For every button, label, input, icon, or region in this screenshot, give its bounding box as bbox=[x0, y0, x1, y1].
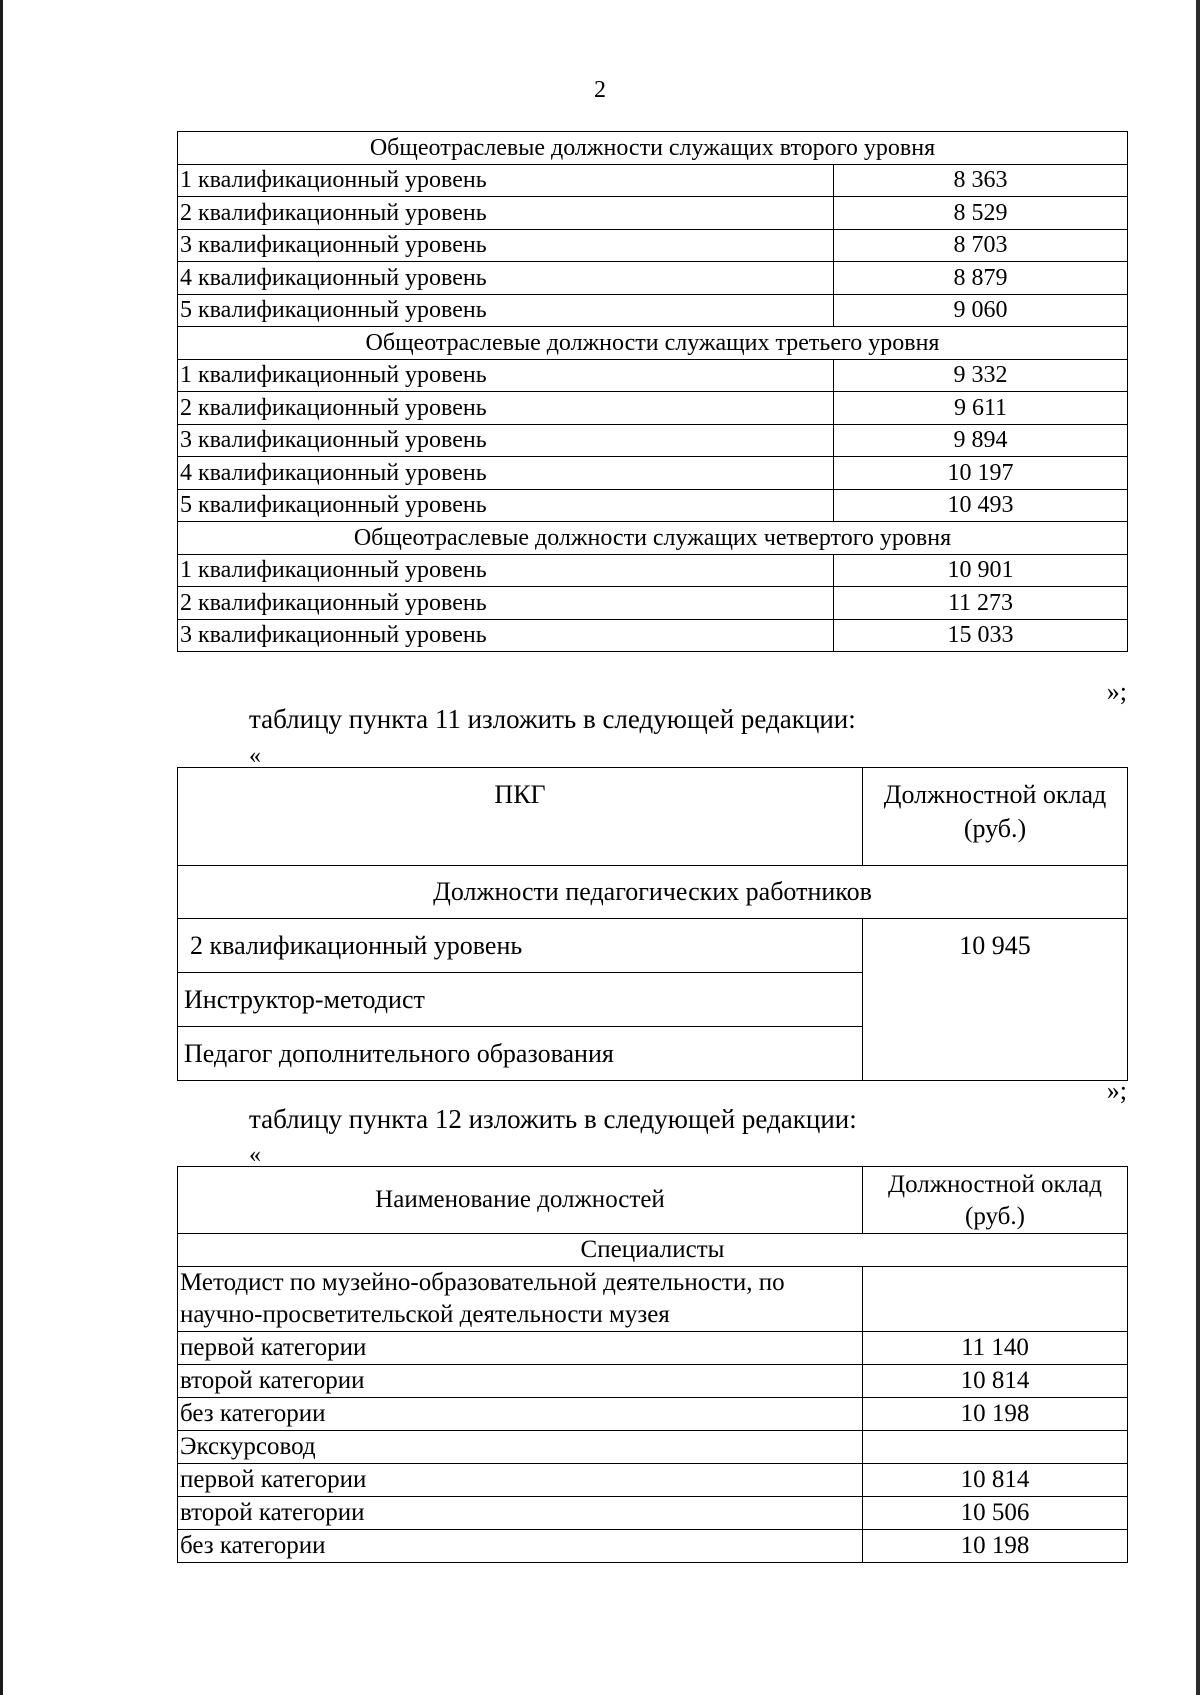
salary-cell: 9 060 bbox=[834, 294, 1128, 327]
empty-salary-cell bbox=[863, 1267, 1128, 1332]
header-salary: Должностной оклад (руб.) bbox=[863, 768, 1128, 866]
category-cell: первой категории bbox=[178, 1464, 863, 1497]
table-row bbox=[178, 457, 1128, 490]
table-row bbox=[178, 1332, 1128, 1365]
salary-cell: 8 529 bbox=[834, 197, 1128, 230]
level-cell: 3 квалификационный уровень bbox=[178, 229, 834, 262]
category-cell: второй категории bbox=[178, 1365, 863, 1398]
pedagogical-table bbox=[177, 767, 1128, 1081]
page-number: 2 bbox=[594, 77, 606, 103]
salary-cell: 10 197 bbox=[834, 457, 1128, 490]
header-positions: Наименование должностей bbox=[178, 1167, 863, 1234]
section-title: Общеотраслевые должности служащих третьего уровня bbox=[178, 327, 1128, 360]
table-row bbox=[178, 1497, 1128, 1530]
table-row bbox=[178, 1530, 1128, 1563]
specialists-table bbox=[177, 1166, 1128, 1563]
table-row bbox=[178, 392, 1128, 425]
category-cell: второй категории bbox=[178, 1497, 863, 1530]
salary-cell: 10 945 bbox=[863, 919, 1128, 1081]
section-title: Специалисты bbox=[178, 1234, 1128, 1267]
closing-quote: »; bbox=[1106, 677, 1127, 706]
category-cell: первой категории bbox=[178, 1332, 863, 1365]
level-cell: 2 квалификационный уровень bbox=[178, 587, 834, 620]
level-cell: 3 квалификационный уровень bbox=[178, 619, 834, 652]
level-cell: 2 квалификационный уровень bbox=[178, 197, 834, 230]
section-title: Общеотраслевые должности служащих второго уровня bbox=[178, 132, 1128, 165]
empty-salary-cell bbox=[863, 1431, 1128, 1464]
closing-quote: »; bbox=[1106, 1076, 1127, 1105]
table-row bbox=[178, 294, 1128, 327]
header-pkg: ПКГ bbox=[178, 768, 863, 866]
salary-cell: 8 363 bbox=[834, 164, 1128, 197]
salary-cell: 15 033 bbox=[834, 619, 1128, 652]
level-cell: 3 квалификационный уровень bbox=[178, 424, 834, 457]
table-row bbox=[178, 1267, 1128, 1332]
salary-cell: 9 332 bbox=[834, 359, 1128, 392]
table-row bbox=[178, 587, 1128, 620]
table-row bbox=[178, 554, 1128, 587]
level-cell: 5 квалификационный уровень bbox=[178, 489, 834, 522]
position-cell: Инструктор-методист bbox=[178, 973, 863, 1027]
table-row bbox=[178, 197, 1128, 230]
salary-cell: 9 894 bbox=[834, 424, 1128, 457]
salary-cell: 11 273 bbox=[834, 587, 1128, 620]
position-cell: Педагог дополнительного образования bbox=[178, 1027, 863, 1081]
section-title: Общеотраслевые должности служащих четвертого уровня bbox=[178, 522, 1128, 555]
salary-cell: 9 611 bbox=[834, 392, 1128, 425]
salary-cell: 10 506 bbox=[863, 1497, 1128, 1530]
salary-cell: 10 198 bbox=[863, 1398, 1128, 1431]
table-row bbox=[178, 619, 1128, 652]
section-title: Должности педагогических работников bbox=[178, 866, 1128, 919]
salary-cell: 10 814 bbox=[863, 1365, 1128, 1398]
scan-edge-left bbox=[0, 0, 3, 1695]
salary-cell: 10 814 bbox=[863, 1464, 1128, 1497]
paragraph-item-11: таблицу пункта 11 изложить в следующей редакции: bbox=[249, 704, 856, 734]
salary-cell: 10 198 bbox=[863, 1530, 1128, 1563]
table-row bbox=[178, 262, 1128, 295]
table-row bbox=[178, 164, 1128, 197]
table-row bbox=[178, 1431, 1128, 1464]
general-positions-table bbox=[177, 131, 1128, 652]
table-row bbox=[178, 489, 1128, 522]
table-row bbox=[178, 424, 1128, 457]
level-cell: 4 квалификационный уровень bbox=[178, 457, 834, 490]
salary-cell: 10 901 bbox=[834, 554, 1128, 587]
table-row bbox=[178, 1464, 1128, 1497]
position-cell: 2 квалификационный уровень bbox=[178, 919, 863, 973]
level-cell: 1 квалификационный уровень bbox=[178, 359, 834, 392]
table-row bbox=[178, 229, 1128, 262]
salary-cell: 8 879 bbox=[834, 262, 1128, 295]
level-cell: 4 квалификационный уровень bbox=[178, 262, 834, 295]
scan-edge-right bbox=[1196, 0, 1200, 1695]
paragraph-item-12: таблицу пункта 12 изложить в следующей редакции: bbox=[249, 1104, 857, 1134]
salary-cell: 10 493 bbox=[834, 489, 1128, 522]
category-cell: без категории bbox=[178, 1398, 863, 1431]
level-cell: 1 квалификационный уровень bbox=[178, 554, 834, 587]
group-title: Экскурсовод bbox=[178, 1431, 863, 1464]
table-row bbox=[178, 1365, 1128, 1398]
level-cell: 2 квалификационный уровень bbox=[178, 392, 834, 425]
group-title: Методист по музейно-образовательной деятельности, по научно-просветительской деятельности музея bbox=[178, 1267, 863, 1332]
level-cell: 1 квалификационный уровень bbox=[178, 164, 834, 197]
header-salary: Должностной оклад (руб.) bbox=[863, 1167, 1128, 1234]
opening-quote: « bbox=[249, 743, 261, 769]
opening-quote: « bbox=[249, 1142, 261, 1168]
salary-cell: 8 703 bbox=[834, 229, 1128, 262]
table-row bbox=[178, 359, 1128, 392]
level-cell: 5 квалификационный уровень bbox=[178, 294, 834, 327]
salary-cell: 11 140 bbox=[863, 1332, 1128, 1365]
table-row bbox=[178, 919, 1128, 973]
category-cell: без категории bbox=[178, 1530, 863, 1563]
table-row bbox=[178, 1398, 1128, 1431]
